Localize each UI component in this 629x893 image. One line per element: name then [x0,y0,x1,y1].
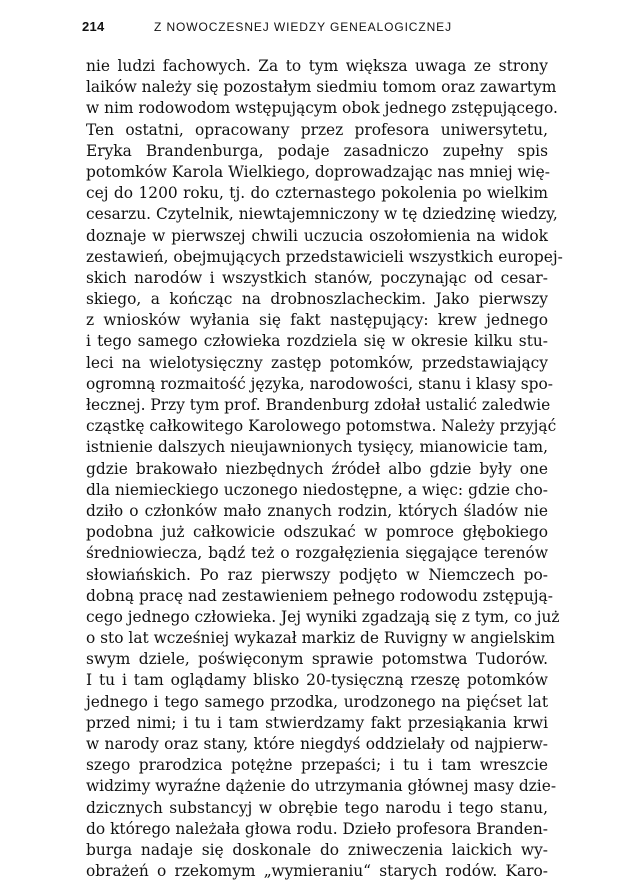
text-line: burga nadaje się doskonale do zniweczenia laickich wy- [86,840,548,859]
text-line: słowiańskich. Po raz pierwszy podjęto w Niemczech po- [86,565,548,584]
text-line: dla niemieckiego uczonego niedostępne, a więc: gdzie cho- [86,480,548,499]
text-line: Eryka Brandenburga, podaje zasadniczo zupełny spis [86,141,548,160]
text-line: w nim rodowodom wstępującym obok jednego zstępującego. [86,99,558,118]
body-text [86,56,563,882]
text-line: skiego, a kończąc na drobnoszlacheckim. Jako pierwszy [86,290,548,309]
text-line: przed nimi; i tu i tam stwierdzamy fakt przesiąkania krwi [86,713,548,732]
text-line: dzicznych substancyj w obrębie tego narodu i tego stanu, [86,798,548,817]
text-line: do którego należała głowa rodu. Dzieło profesora Branden- [86,819,548,838]
text-line: I tu i tam oglądamy blisko 20-tysięczną rzeszę potomków [86,671,548,690]
running-head: Z NOWOCZESNEJ WIEDZY GENEALOGICZNEJ [154,20,452,34]
text-line: istnienie dalszych nieujawnionych tysięcy, mianowicie tam, [86,438,548,457]
text-line: dobną pracę nad zestawieniem pełnego rodowodu zstępują- [86,586,553,605]
text-line: zestawień, obejmujących przedstawicieli wszystkich europej- [86,247,563,266]
text-line: cząstkę całkowitego Karolowego potomstwa. Należy przyjąć [86,417,557,436]
text-line: jednego i tego samego przodka, urodzonego na pięćset lat [86,692,548,711]
text-line: ogromną rozmaitość języka, narodowości, stanu i klasy spo- [86,374,553,393]
text-line: cego jednego człowieka. Jej wyniki zgadzają się z tym, co już [86,607,560,626]
text-line: średniowiecza, bądź też o rozgałęzienia sięgające terenów [86,544,548,563]
text-line: potomków Karola Wielkiego, doprowadzając nas mniej wię- [86,162,550,181]
text-line: widzimy wyraźne dążenie do utrzymania głównej masy dzie- [86,777,557,796]
text-line: podobna już całkowicie odszukać w pomroce głębokiego [86,523,548,542]
text-line: w narody oraz stany, które niegdyś oddzielały od najpierw- [86,735,548,753]
text-line: cej do 1200 roku, tj. do czternastego pokolenia po wielkim [86,184,548,203]
text-line: obrażeń o rzekomym „wymieraniu“ starych rodów. Karo- [86,862,548,881]
page-number: 214 [82,19,105,34]
text-line: szego prarodzica potężne przepaści; i tu i tam wreszcie [86,756,548,775]
text-line: nie ludzi fachowych. Za to tym większa uwaga ze strony [86,57,548,75]
text-line: skich narodów i wszystkich stanów, poczynając od cesar- [86,268,548,287]
text-line: leci na wielotysięczny zastęp potomków, przedstawiający [86,353,548,372]
text-line: laików należy się pozostałym siedmiu tomom oraz zawartym [86,78,557,97]
text-line: dziło o członków mało znanych rodzin, których śladów nie [86,501,548,520]
text-line: gdzie brakowało niezbędnych źródeł albo gdzie były one [86,459,548,478]
text-line: o sto lat wcześniej wykazał markiz de Ruvigny w angielskim [86,629,556,648]
text-line: doznaje w pierwszej chwili uczucia oszołomienia na widok [86,226,548,245]
text-line: łecznej. Przy tym prof. Brandenburg zdołał ustalić zaledwie [86,396,551,414]
text-line: swym dziele, poświęconym sprawie potomstwa Tudorów. [86,650,548,669]
text-line: z wniosków wyłania się fakt następujący: krew jednego [86,311,548,330]
page-header [82,19,558,37]
text-line: i tego samego człowieka rozdziela się w okresie kilku stu- [86,332,548,351]
text-line: Ten ostatni, opracowany przez profesora uniwersytetu, [86,120,548,139]
text-line: cesarzu. Czytelnik, niewtajemniczony w tę dziedzinę wiedzy, [86,205,558,224]
